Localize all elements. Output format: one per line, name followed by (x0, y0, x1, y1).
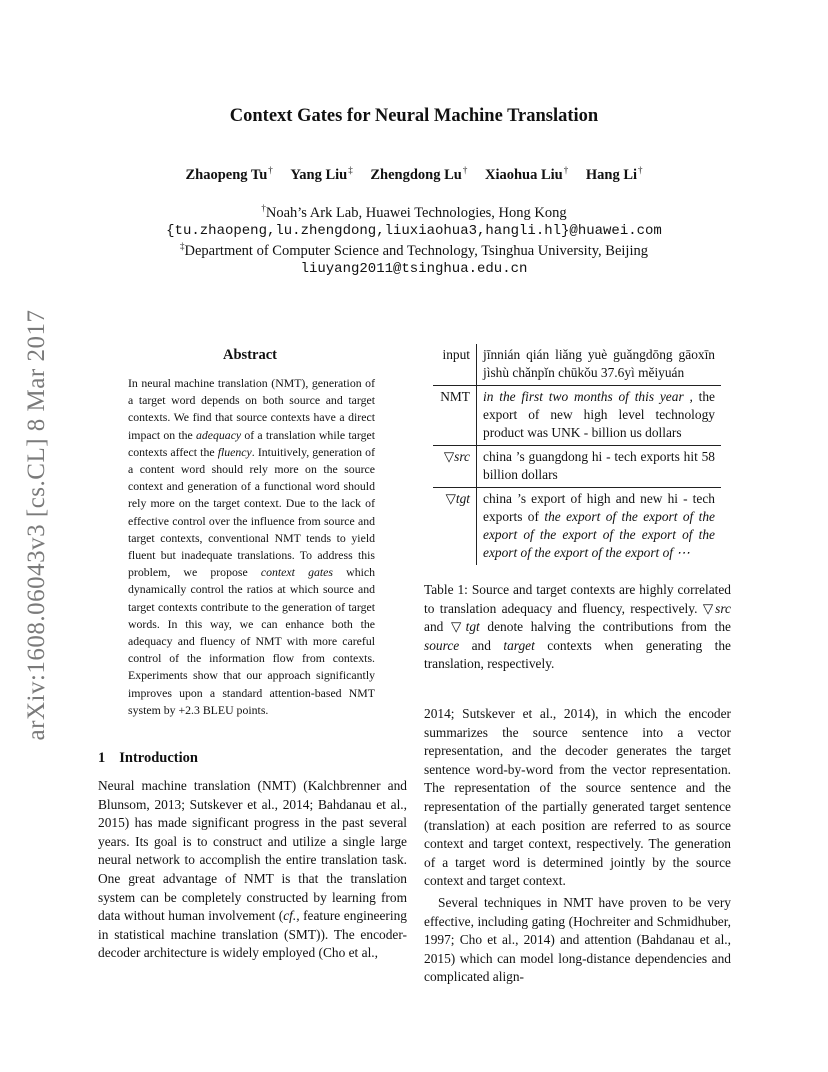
table-row-label: ▽src (433, 446, 477, 488)
table-1-caption: Table 1: Source and target contexts are highly correlated to translation adequacy and fluency, respectively. ▽src and ▽tgt denote halving the contributions from the source and target contexts when generating the translation, respectively. (424, 582, 731, 672)
table-row-label: input (433, 344, 477, 386)
abstract-text: In neural machine translation (NMT), generation of a target word depends on both source and target contexts. We find that source contexts have a direct impact on the adequacy of a translation while target contexts affect the fluency. Intuitively, generation of a content word should rely more on the source context and generation of a functional word should rely more on the target context. Due to the lack of effective control over the influence from source and target contexts, conventional NMT tends to yield fluent but inadequate translations. To address this problem, we propose context gates which dynamically control the ratios at which source and target contexts contribute to the generation of target words. In this way, we can enhance both the adequacy and fluency of NMT with more careful control of the information flow from contexts. Experiments show that our approach significantly improves upon a standard attention-based NMT system by +2.3 BLEU points. (128, 376, 376, 717)
table-row-text: china ’s guangdong hi - tech exports hit 58 billion dollars (477, 446, 722, 488)
arxiv-sidebar (12, 290, 62, 760)
affiliation-1: †Noah’s Ark Lab, Huawei Technologies, Hong Kong (261, 203, 567, 221)
author: Yang Liu‡ (290, 165, 353, 183)
author: Zhengdong Lu† (370, 165, 468, 183)
table-row (433, 488, 721, 566)
author-list (0, 165, 828, 184)
author: Hang Li† (585, 165, 643, 183)
table-row (433, 386, 721, 446)
section-heading-introduction: 1 Introduction (98, 750, 198, 766)
author: Zhaopeng Tu† (185, 165, 273, 183)
intro-paragraph-2: Several techniques in NMT have proven to be very effective, including gating (Hochreiter and Schmidhuber, 1997; Cho et al., 2014) and attention (Bahdanau et al., 2015) which can model long-distance dependencies and complicated align- (424, 894, 731, 985)
abstract-heading: Abstract (223, 347, 277, 363)
right-column-body (424, 705, 731, 987)
table-row-label: NMT (433, 386, 477, 446)
table-row (433, 344, 721, 386)
affiliation-1-emails: {tu.zhaopeng,lu.zhengdong,liuxiaohua3,hangli.hl}@huawei.com (166, 223, 662, 239)
intro-paragraph-1-continued: 2014; Sutskever et al., 2014), in which the encoder summarizes the source sentence into a vector representation, and the decoder generates the target sentence word-by-word from the vector representation. The representation of the source sentence and the representation of the partially generated target sentence (translation) at each position are referred to as source context and target context, respectively. The generation of a target word is determined jointly by the source context and target context. (424, 706, 731, 889)
table-row-text: in the first two months of this year , the export of new high level technology product was UNK - billion us dollars (477, 386, 722, 446)
affiliation-2: ‡Department of Computer Science and Technology, Tsinghua University, Beijing (180, 241, 648, 259)
arxiv-identifier: arXiv:1608.06043v3 [cs.CL] 8 Mar 2017 (23, 309, 50, 741)
table-1 (433, 344, 721, 565)
intro-paragraph-1: Neural machine translation (NMT) (Kalchbrenner and Blunsom, 2013; Sutskever et al., 2014; Bahdanau et al., 2015) has made significant progress in the past several years. Its goal is to construct and utilize a single large neural network to accomplish the entire translation task. One great advantage of NMT is that the translation system can be completely constructed by learning from data without human involvement (cf., feature engineering in statistical machine translation (SMT)). The encoder-decoder architecture is widely employed (Cho et al., (98, 778, 407, 961)
table-row-text: jīnnián qián liǎng yuè guǎngdōng gāoxīn jìshù chǎnpǐn chūkǒu 37.6yì měiyuán (483, 347, 715, 380)
table-row-text: china ’s export of high and new hi - tech exports of the export of the export of the export of the export of the export of the export of the export of the export of ⋯ (477, 488, 722, 566)
paper-title: Context Gates for Neural Machine Translation (229, 106, 599, 126)
affiliation-2-email: liuyang2011@tsinghua.edu.cn (300, 261, 528, 277)
table-row-label: ▽tgt (433, 488, 477, 566)
author: Xiaohua Liu† (484, 165, 569, 183)
table-row (433, 446, 721, 488)
